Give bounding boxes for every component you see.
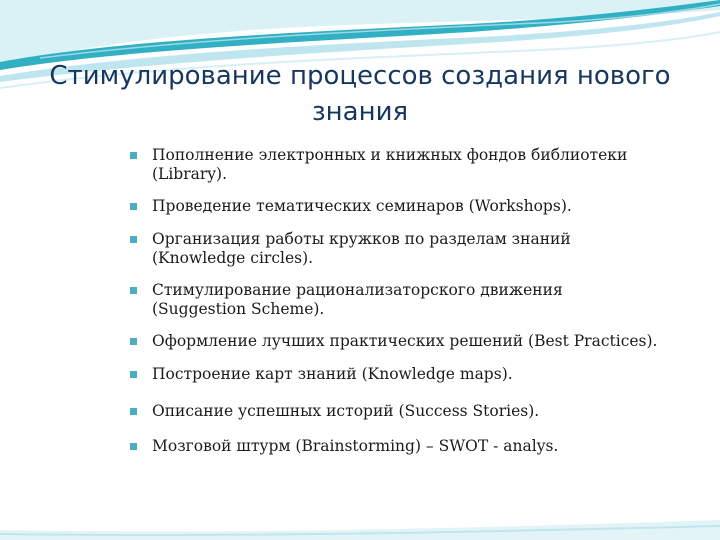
square-bullet-icon (130, 371, 137, 378)
square-bullet-icon (130, 287, 137, 294)
footer-wave-decoration (0, 500, 720, 540)
bullet-list (128, 146, 658, 456)
square-bullet-icon (130, 203, 137, 210)
square-bullet-icon (130, 338, 137, 345)
square-bullet-icon (130, 408, 137, 415)
bullet-text: Проведение тематических семинаров (Workshops). (152, 197, 572, 215)
slide-title (40, 58, 680, 130)
bullet-text: Описание успешных историй (Success Stories). (152, 402, 540, 420)
bullet-item-success-stories (128, 402, 658, 421)
bullet-item-brainstorming (128, 437, 658, 456)
bullet-text: Оформление лучших практических решений (Best Practices). (152, 332, 658, 350)
bullet-item-library (128, 146, 658, 184)
bullet-text: Пополнение электронных и книжных фондов библиотеки (Library). (152, 146, 628, 183)
square-bullet-icon (130, 152, 137, 159)
bullet-item-best-practices (128, 332, 658, 351)
bullet-text: Мозговой штурм (Brainstorming) – SWOT - analys. (152, 437, 559, 455)
bullet-text: Организация работы кружков по разделам знаний (Knowledge circles). (152, 230, 571, 267)
slide-title-line-2: знания (311, 97, 409, 127)
square-bullet-icon (130, 443, 137, 450)
bullet-item-workshops (128, 197, 658, 216)
bullet-item-knowledge-circles (128, 230, 658, 268)
bullet-item-knowledge-maps (128, 365, 658, 384)
bullet-item-suggestion-scheme (128, 281, 658, 319)
slide-title-line-1: Стимулирование процессов создания нового (49, 61, 671, 91)
square-bullet-icon (130, 236, 137, 243)
bullet-text: Построение карт знаний (Knowledge maps). (152, 365, 513, 383)
bullet-text: Стимулирование рационализаторского движения (Suggestion Scheme). (152, 281, 563, 318)
